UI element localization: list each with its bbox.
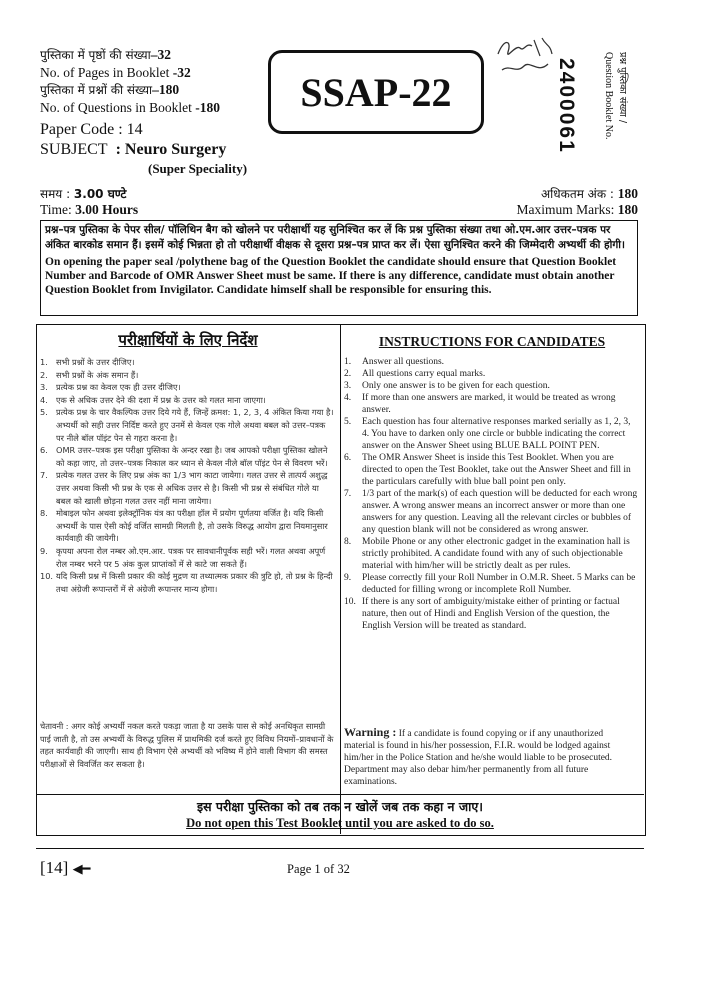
subject-value: : Neuro Surgery <box>115 141 227 158</box>
pages-en <box>40 64 247 81</box>
pages-hi <box>40 46 247 64</box>
instruction-number: 5. <box>344 417 352 427</box>
instruction-text: सभी प्रश्नों के उत्तर दीजिए। <box>56 357 135 367</box>
questions-en-value: -180 <box>195 100 220 115</box>
instruction-number: 6. <box>344 453 352 463</box>
instruction-number: 2. <box>40 369 48 380</box>
instruction-number: 4. <box>344 393 352 403</box>
marks-hi-value: 180 <box>617 186 638 201</box>
time-hi-label: समय : <box>40 187 74 201</box>
marks-hi-label: अधिकतम अंक : <box>540 187 618 201</box>
instruction-text: सभी प्रश्नों के अंक समान हैं। <box>56 369 139 380</box>
instruction-text: एक से अधिक उत्तर देने की दशा में प्रश्न के उत्तर को गलत माना जाएगा। <box>56 394 266 405</box>
instruction-number: 8. <box>344 537 352 547</box>
do-not-open-en: Do not open this Test Booklet until you are asked to do so. <box>186 816 494 830</box>
instruction-text: Answer all questions. <box>362 357 445 367</box>
seal-notice-hi: प्रश्न–पत्र पुस्तिका के पेपर सील/ पॉलिथिन बैग को खोलने पर परीक्षार्थी यह सुनिश्चित कर लें कि प्रश्न पुस्तिका संख्या तथा ओ.एम.आर उत्तर–पत्रक पर अंकित बारकोड समान हैं। इसमें कोई भिन्नता हो तो परीक्षार्थी वीक्षक से दूसरा प्रश्न–पत्र प्राप्त कर लें। ऐसा सुनिश्चित करने की जिम्मेदारी अभ्यर्थी की होगी। <box>45 224 625 251</box>
marks-en-label: Maximum Marks: <box>516 202 618 217</box>
instruction-item <box>40 394 335 407</box>
instruction-item <box>40 444 335 469</box>
instruction-text: कृपया अपना रोल नम्बर ओ.एम.आर. पत्रक पर सावधानीपूर्वक सही भरें। गलत अथवा अपूर्ण रोल नम्बर भरने पर 5 अंक कुल प्राप्तांकों में से काटे जा सकते हैं। <box>56 545 326 569</box>
arrow-left-icon: ◀━ <box>72 861 91 876</box>
questions-hi <box>40 81 247 99</box>
instruction-number: 2. <box>344 369 352 379</box>
column-divider <box>340 324 341 834</box>
paper-title: SSAP-22 <box>300 69 452 115</box>
instruction-text: If more than one answers are marked, it would be treated as wrong answer. <box>362 393 616 415</box>
instruction-item <box>40 469 335 507</box>
paper-title-box <box>268 50 484 134</box>
seal-notice-en: On opening the paper seal /polythene bag of the Question Booklet the candidate should ensure that Question Booklet Number and Barcode of OMR Answer Sheet must be same. If there is any difference, candidate must obtain another Question Booklet from Invigilator. Candidate himself shall be responsible for ensuring this. <box>45 256 617 296</box>
do-not-open-hi: इस परीक्षा पुस्तिका को तब तक न खोलें जब तक कहा न जाए। <box>196 799 484 814</box>
instruction-text: प्रत्येक प्रश्न के चार वैकल्पिक उत्तर दिये गये हैं, जिन्हें क्रमश: 1, 2, 3, 4 अंकित किया गया है। अभ्यर्थी को सही उत्तर निर्दिष्ट करते हुए उनमें से केवल एक गोले अथवा बबल को उत्तर–पत्रक पर नीले बॉल पॉइंट पेन से गहरा करना है। <box>56 407 334 443</box>
instruction-text: प्रत्येक गलत उत्तर के लिए प्रश्न अंक का 1/3 भाग काटा जायेगा। गलत उत्तर से तात्पर्य अशुद्ध उत्तर अथवा किसी भी प्रश्न के एक से अधिक उत्तर से है। किसी भी प्रश्न से संबंधित गोले या बबल को खाली छोड़ना गलत उत्तर नहीं माना जायेगा। <box>56 470 328 506</box>
page-code <box>40 858 90 878</box>
page-number: Page 1 of 32 <box>287 862 350 876</box>
english-warning <box>344 726 636 788</box>
questions-en <box>40 99 247 116</box>
time-en <box>40 202 138 218</box>
seal-notice <box>40 220 638 316</box>
instruction-item <box>40 381 335 394</box>
paper-code: Paper Code : 14 <box>40 121 143 138</box>
instruction-number: 6. <box>40 445 48 456</box>
pages-hi-label: पुस्तिका में पृष्ठों की संख्या <box>40 48 151 62</box>
instruction-number: 9. <box>40 545 48 556</box>
instruction-number: 10. <box>40 571 54 582</box>
instruction-number: 7. <box>344 489 352 499</box>
instruction-text: All questions carry equal marks. <box>362 369 486 379</box>
hindi-instructions-heading <box>36 330 340 350</box>
instruction-item <box>344 416 638 452</box>
instruction-text: The OMR Answer Sheet is inside this Test Booklet. When you are directed to open the Test Booklet, take out the Answer Sheet and fill in the particulars carefully with blue ball point pen only. <box>362 453 631 487</box>
subject-label: SUBJECT <box>40 141 108 158</box>
instruction-item <box>344 392 638 416</box>
warning-label: Warning : <box>344 725 397 739</box>
instruction-item <box>344 380 638 392</box>
handwritten-signature <box>494 34 558 80</box>
instruction-item <box>344 572 638 596</box>
instruction-item <box>344 452 638 488</box>
instruction-number: 9. <box>344 573 352 583</box>
pages-en-value: -32 <box>172 65 191 80</box>
time-en-value: 3.00 Hours <box>75 202 139 217</box>
instruction-text: मोबाइल फोन अथवा इलेक्ट्रॉनिक यंत्र का परीक्षा हॉल में प्रयोग पूर्णतया वर्जित है। यदि किसी अभ्यर्थी के पास ऐसी कोई वर्जित सामग्री मिलती है, तो उसके विरुद्ध आयोग द्वारा नियमानुसार कार्यवाही की जायेगी। <box>56 508 328 544</box>
instruction-text: Mobile Phone or any other electronic gadget in the examination hall is strictly prohibited. A candidate found with any of such objectionable material with him/her will be strictly dealt as per rules. <box>362 537 630 571</box>
booklet-number-box <box>554 58 578 178</box>
questions-hi-value: –180 <box>152 82 180 97</box>
instruction-item <box>40 570 335 595</box>
instruction-number: 10. <box>344 597 356 607</box>
instruction-item <box>40 369 335 382</box>
booklet-label-en: Question Booklet No. <box>603 52 614 140</box>
instruction-number: 7. <box>40 470 48 481</box>
subject-line <box>40 140 247 160</box>
instruction-text: प्रत्येक प्रश्न का केवल एक ही उत्तर दीजिए। <box>56 382 181 393</box>
subject-sub: (Super Speciality) <box>148 161 248 176</box>
instruction-item <box>344 356 638 368</box>
warning-text: If a candidate is found copying or if any unauthorized material is found in his/her possession, F.I.R. would be lodged against him/her in the Police Station and he/she would liable to be prosecuted. Department may also debar him/her permanently from all future examinations. <box>344 729 613 787</box>
english-instruction-list <box>344 356 638 632</box>
english-instructions-heading: INSTRUCTIONS FOR CANDIDATES <box>378 334 606 349</box>
instruction-item <box>40 507 335 545</box>
instruction-item <box>344 596 638 632</box>
footer-rule <box>36 848 644 849</box>
time-en-label: Time: <box>40 202 76 217</box>
marks-block <box>517 186 639 218</box>
instruction-item <box>40 356 335 369</box>
instruction-number: 8. <box>40 508 48 519</box>
questions-en-label: No. of Questions in Booklet <box>40 100 196 115</box>
booklet-label-hi: प्रश्न पुस्तिका संख्या / <box>617 52 628 124</box>
instruction-text: यदि किसी प्रश्न में किसी प्रकार की कोई मुद्रण या तथ्यात्मक प्रकार की त्रुटि हो, तो प्रश्न के हिन्दी तथा अंग्रेजी रूपान्तरों में से अंग्रेजी रूपान्तर मान्य होगा। <box>56 571 333 594</box>
instruction-number: 5. <box>40 407 48 418</box>
booklet-number-label <box>590 50 640 180</box>
instruction-number: 4. <box>40 394 48 405</box>
hindi-instruction-list <box>40 356 335 595</box>
time-block <box>40 186 138 218</box>
instruction-number: 1. <box>40 357 48 367</box>
marks-en-value: 180 <box>617 202 638 217</box>
pages-hi-value: –32 <box>150 47 171 62</box>
instruction-item <box>40 406 335 444</box>
time-hi-value: 3.00 घण्टे <box>73 187 127 201</box>
page-code-text: [14] <box>40 858 69 877</box>
instruction-text: 1/3 part of the mark(s) of each question will be deducted for each wrong answer. A wrong answer means an incorrect answer or more than one answers for any question. Leaving all the relevant circles or bubbles of any question blank will not be considered as wrong answer. <box>362 489 638 535</box>
instruction-item <box>344 488 638 536</box>
instruction-item <box>344 368 638 380</box>
instruction-number: 3. <box>40 382 48 393</box>
marks-hi <box>517 186 639 202</box>
instruction-text: Please correctly fill your Roll Number in O.M.R. Sheet. 5 Marks can be deducted for filling wrong or incomplete Roll Number. <box>362 573 636 595</box>
instruction-text: Only one answer is to be given for each question. <box>362 381 550 391</box>
instruction-number: 3. <box>344 381 352 391</box>
instruction-item <box>344 536 638 572</box>
instruction-number: 1. <box>344 357 352 367</box>
questions-hi-label: पुस्तिका में प्रश्नों की संख्या <box>40 83 153 97</box>
hindi-heading-text: परीक्षार्थियों के लिए निर्देश <box>118 331 258 349</box>
instruction-item <box>40 545 335 570</box>
booklet-number: 2400061 <box>555 58 578 154</box>
booklet-info <box>40 46 247 177</box>
hindi-warning: चेतावनी : अगर कोई अभ्यर्थी नकल करते पकड़ा जाता है या उसके पास से कोई अनधिकृत सामग्री पाई जाती है, तो उस अभ्यर्थी के विरुद्ध पुलिस में प्राथमिकी दर्ज करते हुए विविध नियमों–प्रावधानों के तहत कार्यवाही की जाएगी। साथ ही विभाग ऐसे अभ्यर्थी को भविष्य में होने वाली विभाग की समस्त परीक्षाओं से विवर्जित कर सकता है। <box>40 721 334 769</box>
instruction-text: OMR उत्तर–पत्रक इस परीक्षा पुस्तिका के अन्दर रखा है। जब आपको परीक्षा पुस्तिका खोलने को कहा जाए, तो उत्तर–पत्रक निकाल कर ध्यान से केवल नीले बॉल पॉइंट पेन से विवरण भरें। <box>56 445 328 468</box>
pages-en-label: No. of Pages in Booklet <box>40 65 173 80</box>
instruction-text: If there is any sort of ambiguity/mistake either of printing or factual nature, then out of Hindi and English Version of the question, the English Version will be treated as standard. <box>362 597 620 631</box>
time-hi <box>40 186 138 202</box>
marks-en <box>517 202 639 218</box>
instruction-text: Each question has four alternative responses marked serially as 1, 2, 3, 4. You have to darken only one circle or bubble indicating the correct answer on the Answer Sheet using BLUE BALL POINT PEN. <box>362 417 631 451</box>
